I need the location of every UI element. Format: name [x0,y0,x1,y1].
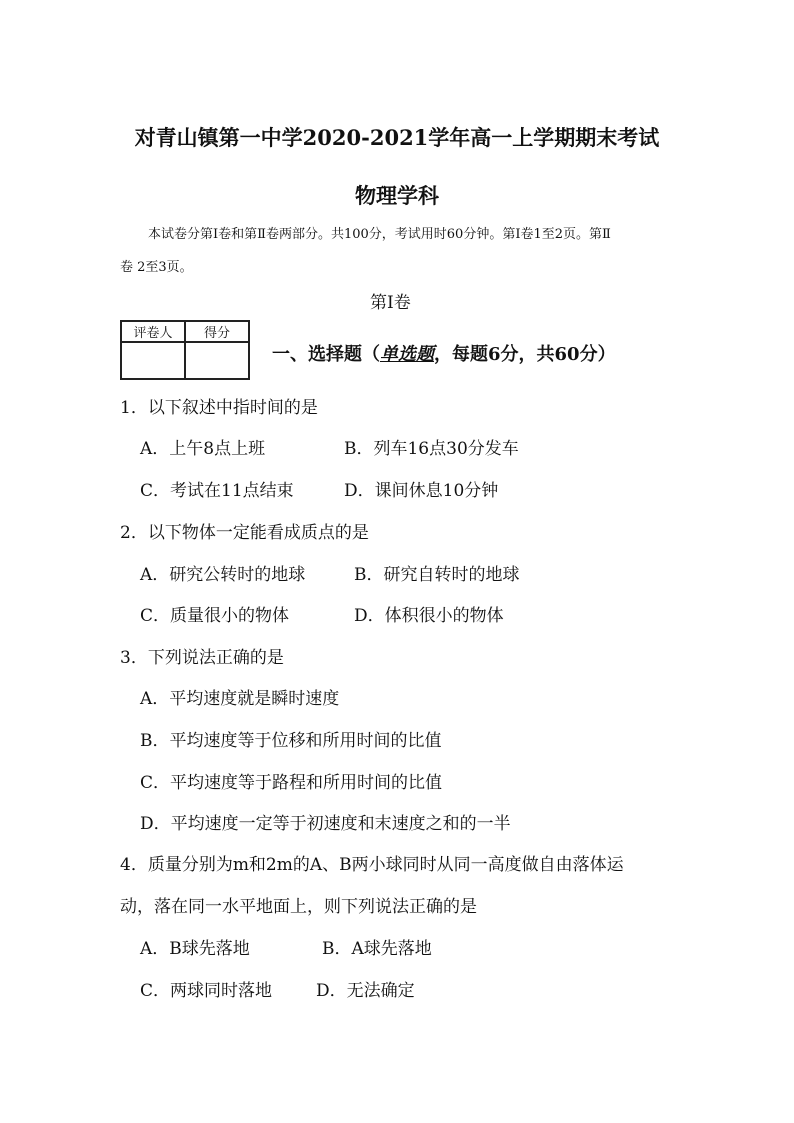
question-4-option-c: C．两球同时落地 [140,981,273,1001]
question-2-stem: 2．以下物体一定能看成质点的是 [120,523,369,543]
question-3-option-c: C．平均速度等于路程和所用时间的比值 [140,773,443,793]
section-heading-emphasis: 单选题 [380,344,434,365]
question-4-option-b: B．A球先落地 [322,939,432,959]
question-1-option-a: A．上午8点上班 [140,439,266,459]
score-table-header-grader: 评卷人 [121,321,185,342]
question-2-option-b: B．研究自转时的地球 [354,565,520,585]
exam-title: 对青山镇第一中学2020-2021学年高一上学期期末考试 [134,125,660,150]
question-4-stem-line-1: 4．质量分别为m和2m的A、B两小球同时从同一高度做自由落体运 [120,855,624,875]
question-4-stem-line-2: 动，落在同一水平地面上，则下列说法正确的是 [120,897,477,917]
section-heading-suffix: ，每题6分，共60分） [434,344,616,365]
question-1-option-b: B．列车16点30分发车 [344,439,519,459]
question-1-stem: 1．以下叙述中指时间的是 [120,398,318,418]
score-table [120,320,250,380]
intro-line-1: 本试卷分第Ⅰ卷和第Ⅱ卷两部分。共100分，考试用时60分钟。第Ⅰ卷1至2页。第Ⅱ [148,227,611,242]
question-3-option-a: A．平均速度就是瞬时速度 [140,689,340,709]
question-2-option-d: D．体积很小的物体 [354,606,504,626]
exam-subject: 物理学科 [355,183,439,208]
question-2-option-c: C．质量很小的物体 [140,606,290,626]
question-1-option-c: C．考试在11点结束 [140,481,294,501]
question-1-option-d: D．课间休息10分钟 [344,481,499,501]
score-table-score-cell [185,342,249,379]
question-2-option-a: A．研究公转时的地球 [140,565,306,585]
question-4-option-d: D．无法确定 [316,981,415,1001]
volume-label: 第Ⅰ卷 [370,293,411,313]
question-4-option-a: A．B球先落地 [140,939,250,959]
score-table-header-score: 得分 [185,321,249,342]
section-heading [272,340,616,366]
section-heading-prefix: 一、选择题（ [272,344,380,365]
question-3-stem: 3．下列说法正确的是 [120,648,284,668]
intro-line-2: 卷 2至3页。 [120,260,193,275]
question-3-option-b: B．平均速度等于位移和所用时间的比值 [140,731,442,751]
score-table-grader-cell [121,342,185,379]
question-3-option-d: D．平均速度一定等于初速度和末速度之和的一半 [140,814,511,834]
